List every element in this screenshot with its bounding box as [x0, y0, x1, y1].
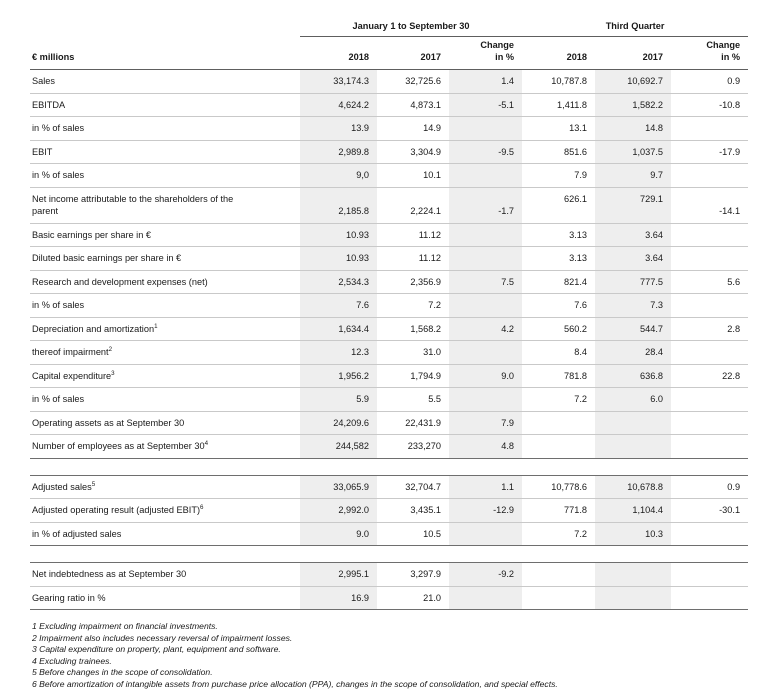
cell-ytd-2018: 9,0: [300, 164, 377, 188]
cell-q3-2018: 13.1: [522, 117, 595, 141]
group-header-ytd: January 1 to September 30: [300, 10, 522, 37]
spacer-cell: [300, 458, 377, 475]
cell-q3-change: 0.9: [671, 475, 748, 499]
row-label: in % of sales: [30, 294, 300, 318]
cell-q3-2018: 7.2: [522, 522, 595, 546]
cell-ytd-2018: 2,995.1: [300, 563, 377, 587]
cell-q3-change: [671, 388, 748, 412]
cell-q3-2017: 544.7: [595, 317, 671, 341]
footnote-4: 4 Excluding trainees.: [32, 655, 112, 666]
cell-q3-2017: 10,692.7: [595, 70, 671, 94]
cell-value-line1: [671, 193, 740, 206]
cell-value-line2: 2,185.8: [338, 206, 369, 216]
cell-q3-2017: 10,678.8: [595, 475, 671, 499]
table-row: [30, 164, 748, 188]
row-label: Operating assets as at September 30: [30, 411, 300, 435]
cell-q3-2018: 8.4: [522, 341, 595, 365]
cell-q3-2017: 1,037.5: [595, 140, 671, 164]
table-row: [30, 294, 748, 318]
footnote-marker: 4: [204, 439, 209, 447]
footnote-3: 3 Capital expenditure on property, plant, equipment and software.: [32, 644, 281, 655]
cell-q3-2017: 3.64: [595, 247, 671, 271]
cell-q3-change: [671, 164, 748, 188]
cell-q3-change: [671, 117, 748, 141]
column-header-q3-change-line1: Change: [706, 40, 741, 50]
column-header-q3-2017: 2017: [595, 37, 671, 70]
cell-ytd-change: [449, 341, 522, 365]
cell-ytd-change: 4.8: [449, 435, 522, 459]
spacer-row: [30, 458, 748, 475]
cell-ytd-2018: 33,065.9: [300, 475, 377, 499]
cell-ytd-2017: 22,431.9: [377, 411, 449, 435]
table-row: [30, 70, 748, 94]
footnote-2: 2 Impairment also includes necessary reversal of impairment losses.: [32, 632, 293, 643]
column-header-ytd-change: [449, 37, 522, 70]
cell-ytd-2017: 10.5: [377, 522, 449, 546]
cell-value-line2: [522, 205, 587, 218]
cell-ytd-2018: 10.93: [300, 247, 377, 271]
cell-ytd-change: [449, 164, 522, 188]
table-row: [30, 140, 748, 164]
cell-q3-2017: [595, 563, 671, 587]
row-label: Adjusted operating result (adjusted EBIT)$^6$: [30, 499, 300, 523]
cell-q3-change: [671, 223, 748, 247]
cell-q3-2018: [522, 411, 595, 435]
spacer-cell: [449, 458, 522, 475]
cell-ytd-change: -5.1: [449, 93, 522, 117]
cell-ytd-2018: 2,992.0: [300, 499, 377, 523]
cell-ytd-2017: 4,873.1: [377, 93, 449, 117]
row-label: Gearing ratio in %: [30, 586, 300, 610]
cell-q3-2018: [522, 187, 595, 223]
cell-q3-change: [671, 187, 748, 223]
cell-q3-change: [671, 586, 748, 610]
spacer-cell: [522, 458, 595, 475]
cell-q3-2018: 7.6: [522, 294, 595, 318]
table-row: [30, 364, 748, 388]
cell-value-line1: [449, 193, 514, 206]
cell-q3-2018: 781.8: [522, 364, 595, 388]
row-label: in % of sales: [30, 117, 300, 141]
cell-q3-2018: 821.4: [522, 270, 595, 294]
group-header-spacer: [30, 10, 300, 37]
spacer-cell: [671, 458, 748, 475]
footnote-5: 5 Before changes in the scope of consolidation.: [32, 667, 213, 678]
table-row: [30, 117, 748, 141]
cell-ytd-2018: 13.9: [300, 117, 377, 141]
cell-ytd-change: [449, 223, 522, 247]
row-label: in % of adjusted sales: [30, 522, 300, 546]
footnote-marker: 2: [108, 345, 113, 353]
cell-q3-change: -17.9: [671, 140, 748, 164]
cell-q3-change: [671, 341, 748, 365]
cell-q3-change: -10.8: [671, 93, 748, 117]
cell-q3-2018: 1,411.8: [522, 93, 595, 117]
spacer-cell: [595, 546, 671, 563]
cell-q3-2018: 560.2: [522, 317, 595, 341]
cell-ytd-2017: 14.9: [377, 117, 449, 141]
cell-ytd-2017: 7.2: [377, 294, 449, 318]
cell-q3-2018: 10,787.8: [522, 70, 595, 94]
column-header-q3-change-line2: in %: [721, 51, 741, 62]
cell-ytd-2017: 1,794.9: [377, 364, 449, 388]
cell-ytd-2017: 1,568.2: [377, 317, 449, 341]
table-row: [30, 247, 748, 271]
cell-q3-2017: 14.8: [595, 117, 671, 141]
column-header-q3-2018: 2018: [522, 37, 595, 70]
cell-ytd-change: [449, 247, 522, 271]
cell-ytd-change: 7.5: [449, 270, 522, 294]
cell-ytd-2018: 5.9: [300, 388, 377, 412]
cell-value-line2: -1.7: [498, 206, 515, 216]
row-label: [30, 187, 300, 223]
cell-q3-change: [671, 411, 748, 435]
table-row: [30, 93, 748, 117]
row-label: Net indebtedness as at September 30: [30, 563, 300, 587]
table-row: [30, 341, 748, 365]
row-label: Number of employees as at September $30^4$: [30, 435, 300, 459]
cell-ytd-2017: 11.12: [377, 247, 449, 271]
cell-value-line1: 626.1: [564, 193, 588, 204]
cell-ytd-2017: 233,270: [377, 435, 449, 459]
footnote-6: 6 Before amortization of intangible assets from purchase price allocation (PPA), changes in the scope of consolidation, and special effects.: [32, 678, 558, 689]
cell-ytd-change: 1.1: [449, 475, 522, 499]
cell-q3-2017: [595, 586, 671, 610]
row-label: thereof impairment$^2$: [30, 341, 300, 365]
table-row: [30, 499, 748, 523]
row-label-line1: Net income attributable to the shareholders of the: [32, 193, 234, 204]
cell-ytd-change: [449, 294, 522, 318]
cell-q3-2017: 9.7: [595, 164, 671, 188]
cell-ytd-2018: 7.6: [300, 294, 377, 318]
cell-q3-2017: [595, 411, 671, 435]
cell-q3-change: [671, 522, 748, 546]
footnotes-block: [32, 621, 768, 691]
cell-ytd-2017: 2,356.9: [377, 270, 449, 294]
cell-ytd-change: 1.4: [449, 70, 522, 94]
cell-ytd-2018: [300, 187, 377, 223]
cell-ytd-2018: 12.3: [300, 341, 377, 365]
column-header-q3-change: [671, 37, 748, 70]
table-row: [30, 388, 748, 412]
cell-ytd-2018: 16.9: [300, 586, 377, 610]
table-row: [30, 223, 748, 247]
cell-q3-change: -30.1: [671, 499, 748, 523]
cell-q3-2017: 28.4: [595, 341, 671, 365]
table-row: [30, 317, 748, 341]
table-head: [30, 10, 748, 70]
cell-ytd-2017: 10.1: [377, 164, 449, 188]
spacer-cell: [377, 458, 449, 475]
row-label: Sales: [30, 70, 300, 94]
column-header-row: [30, 37, 748, 70]
cell-ytd-2018: 4,624.2: [300, 93, 377, 117]
cell-ytd-2017: 32,704.7: [377, 475, 449, 499]
cell-value-line1: [377, 193, 441, 206]
cell-ytd-change: 9.0: [449, 364, 522, 388]
row-label: Diluted basic earnings per share in €: [30, 247, 300, 271]
cell-ytd-2018: 1,956.2: [300, 364, 377, 388]
table-row: [30, 411, 748, 435]
row-label: Depreciation and amortization$^1$: [30, 317, 300, 341]
cell-ytd-2018: 2,534.3: [300, 270, 377, 294]
column-header-ytd-change-line1: Change: [480, 40, 515, 50]
spacer-cell: [522, 546, 595, 563]
cell-ytd-2018: 244,582: [300, 435, 377, 459]
cell-q3-2017: 6.0: [595, 388, 671, 412]
cell-ytd-change: -9.5: [449, 140, 522, 164]
table-row: [30, 435, 748, 459]
row-label: in % of sales: [30, 388, 300, 412]
cell-q3-2017: 1,104.4: [595, 499, 671, 523]
cell-ytd-2018: 10.93: [300, 223, 377, 247]
row-label: Basic earnings per share in €: [30, 223, 300, 247]
spacer-cell: [671, 546, 748, 563]
cell-ytd-2017: 21.0: [377, 586, 449, 610]
cell-q3-change: 22.8: [671, 364, 748, 388]
cell-q3-2017: 7.3: [595, 294, 671, 318]
footnote-1: 1 Excluding impairment on financial investments.: [32, 621, 218, 631]
cell-value-line1: 729.1: [640, 193, 664, 204]
cell-ytd-change: [449, 187, 522, 223]
spacer-row: [30, 546, 748, 563]
spacer-cell: [30, 546, 300, 563]
cell-ytd-change: 7.9: [449, 411, 522, 435]
spacer-cell: [300, 546, 377, 563]
cell-q3-2018: [522, 435, 595, 459]
cell-q3-2017: [595, 187, 671, 223]
cell-q3-change: [671, 294, 748, 318]
cell-ytd-2017: 5.5: [377, 388, 449, 412]
table-row: [30, 187, 748, 223]
cell-q3-change: 2.8: [671, 317, 748, 341]
cell-ytd-2017: 3,304.9: [377, 140, 449, 164]
cell-q3-2017: 3.64: [595, 223, 671, 247]
group-header-row: [30, 10, 748, 37]
table-row: [30, 586, 748, 610]
financial-key-figures-sheet: [0, 10, 768, 689]
column-header-ytd-2017: 2017: [377, 37, 449, 70]
row-label: in % of sales: [30, 164, 300, 188]
cell-ytd-2017: 3,297.9: [377, 563, 449, 587]
cell-q3-2017: [595, 435, 671, 459]
cell-q3-2018: 7.9: [522, 164, 595, 188]
cell-ytd-2018: 2,989.8: [300, 140, 377, 164]
cell-q3-change: [671, 563, 748, 587]
cell-q3-change: [671, 435, 748, 459]
table-row: [30, 270, 748, 294]
spacer-cell: [449, 546, 522, 563]
cell-ytd-2017: 3,435.1: [377, 499, 449, 523]
cell-value-line1: [300, 193, 369, 206]
cell-q3-2017: 10.3: [595, 522, 671, 546]
cell-q3-2018: [522, 563, 595, 587]
row-label: Adjusted sales$^5$: [30, 475, 300, 499]
cell-ytd-change: [449, 586, 522, 610]
cell-q3-2018: 3.13: [522, 247, 595, 271]
cell-ytd-change: [449, 388, 522, 412]
cell-q3-change: 5.6: [671, 270, 748, 294]
cell-q3-2017: 777.5: [595, 270, 671, 294]
cell-ytd-2017: 31.0: [377, 341, 449, 365]
cell-ytd-2018: 24,209.6: [300, 411, 377, 435]
group-header-quarter: Third Quarter: [522, 10, 748, 37]
table-row: [30, 522, 748, 546]
cell-ytd-2018: 9.0: [300, 522, 377, 546]
cell-ytd-change: [449, 117, 522, 141]
cell-ytd-2017: 32,725.6: [377, 70, 449, 94]
cell-q3-change: 0.9: [671, 70, 748, 94]
cell-ytd-change: [449, 522, 522, 546]
cell-ytd-2018: 1,634.4: [300, 317, 377, 341]
table-body: [30, 70, 748, 610]
spacer-cell: [377, 546, 449, 563]
key-figures-table: [30, 10, 748, 610]
cell-ytd-2018: 33,174.3: [300, 70, 377, 94]
cell-value-line2: -14.1: [719, 206, 741, 216]
footnote-marker: 5: [91, 480, 96, 488]
cell-q3-2018: 771.8: [522, 499, 595, 523]
cell-ytd-2017: 11.12: [377, 223, 449, 247]
column-header-ytd-2018: 2018: [300, 37, 377, 70]
footnote-marker: 6: [200, 503, 204, 511]
cell-q3-2018: 851.6: [522, 140, 595, 164]
cell-value-line2: 2,224.1: [410, 206, 441, 216]
column-header-ytd-change-line2: in %: [495, 51, 515, 62]
row-label: EBITDA: [30, 93, 300, 117]
cell-q3-2017: 636.8: [595, 364, 671, 388]
cell-value-line2: [595, 205, 663, 218]
cell-ytd-change: -9.2: [449, 563, 522, 587]
cell-q3-2018: [522, 586, 595, 610]
cell-q3-change: [671, 247, 748, 271]
table-row: [30, 563, 748, 587]
cell-q3-2017: 1,582.2: [595, 93, 671, 117]
footnote-marker: 3: [111, 369, 115, 377]
table-row: [30, 475, 748, 499]
row-label: Research and development expenses (net): [30, 270, 300, 294]
cell-q3-2018: 10,778.6: [522, 475, 595, 499]
row-label: Capital expenditure$^3$: [30, 364, 300, 388]
cell-ytd-change: -12.9: [449, 499, 522, 523]
cell-q3-2018: 7.2: [522, 388, 595, 412]
row-label: EBIT: [30, 140, 300, 164]
cell-q3-2018: 3.13: [522, 223, 595, 247]
footnote-marker: 1: [154, 322, 158, 330]
cell-ytd-change: 4.2: [449, 317, 522, 341]
cell-ytd-2017: [377, 187, 449, 223]
spacer-cell: [595, 458, 671, 475]
row-label-line2: parent: [32, 206, 59, 216]
spacer-cell: [30, 458, 300, 475]
column-header-unit: € millions: [30, 37, 300, 70]
